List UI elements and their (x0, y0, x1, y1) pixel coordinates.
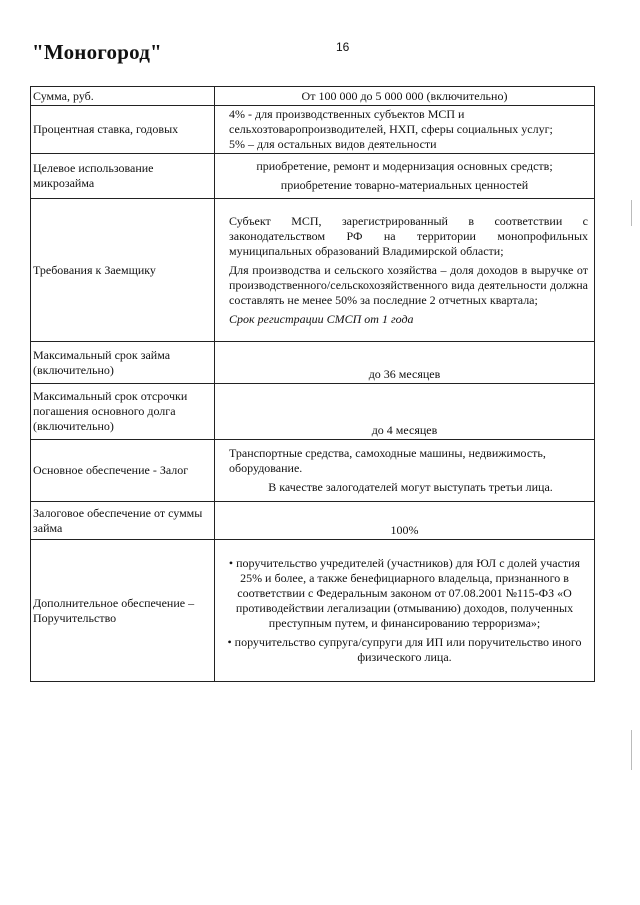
row-value: От 100 000 до 5 000 000 (включительно) (215, 87, 595, 106)
table-row (31, 342, 595, 384)
document-title: "Моногород" (32, 40, 162, 64)
row-value: Субъект МСП, зарегистрированный в соответствии с законодательством РФ на территории монопрофильных муниципальных образований Владимирской области; Для производства и сельского хозяйства – доля доходов в выручке от производственного/сельскохозяйственного вида деятельности должна составлять не менее 50% за последние 2 отчетных квартала; Срок регистрации СМСП от 1 года (215, 199, 595, 342)
row-label: Требования к Заемщику (31, 199, 215, 342)
row-value: 100% (215, 502, 595, 540)
table-row (31, 540, 595, 682)
table-row (31, 154, 595, 199)
row-value: приобретение, ремонт и модернизация основных средств; приобретение товарно-материальных ценностей (215, 154, 595, 199)
loan-terms-table (30, 86, 595, 682)
table-row (31, 106, 595, 154)
row-label: Целевое использование микрозайма (31, 154, 215, 199)
row-value: Транспортные средства, самоходные машины, недвижимость, оборудование. В качестве залогодателей могут выступать третьи лица. (215, 440, 595, 502)
scan-edge-mark (631, 200, 632, 226)
row-label: Дополнительное обеспечение – Поручительство (31, 540, 215, 682)
table-row (31, 502, 595, 540)
table-row (31, 384, 595, 440)
row-label: Основное обеспечение - Залог (31, 440, 215, 502)
row-label: Залоговое обеспечение от суммы займа (31, 502, 215, 540)
scan-edge-mark (631, 730, 632, 770)
row-value: до 36 месяцев (215, 342, 595, 384)
page-number: 16 (336, 40, 350, 54)
row-value: до 4 месяцев (215, 384, 595, 440)
row-label: Сумма, руб. (31, 87, 215, 106)
table-row (31, 199, 595, 342)
table-row (31, 87, 595, 106)
row-label: Процентная ставка, годовых (31, 106, 215, 154)
row-label: Максимальный срок займа (включительно) (31, 342, 215, 384)
row-value: • поручительство учредителей (участников) для ЮЛ с долей участия 25% и более, а также бенефициарного владельца, признанного в соответствии с Федеральным законом от 07.08.2001 №115-ФЗ «О противодействии легализации (отмыванию) доходов, полученных преступным путем, и финансированию терроризма»; • поручительство супруга/супруги для ИП или поручительство иного физического лица. (215, 540, 595, 682)
table-row (31, 440, 595, 502)
row-label: Максимальный срок отсрочки погашения основного долга (включительно) (31, 384, 215, 440)
row-value: 4% - для производственных субъектов МСП и сельхозтоваропроизводителей, НХП, сферы социальных услуг; 5% – для остальных видов деятельности (215, 106, 595, 154)
